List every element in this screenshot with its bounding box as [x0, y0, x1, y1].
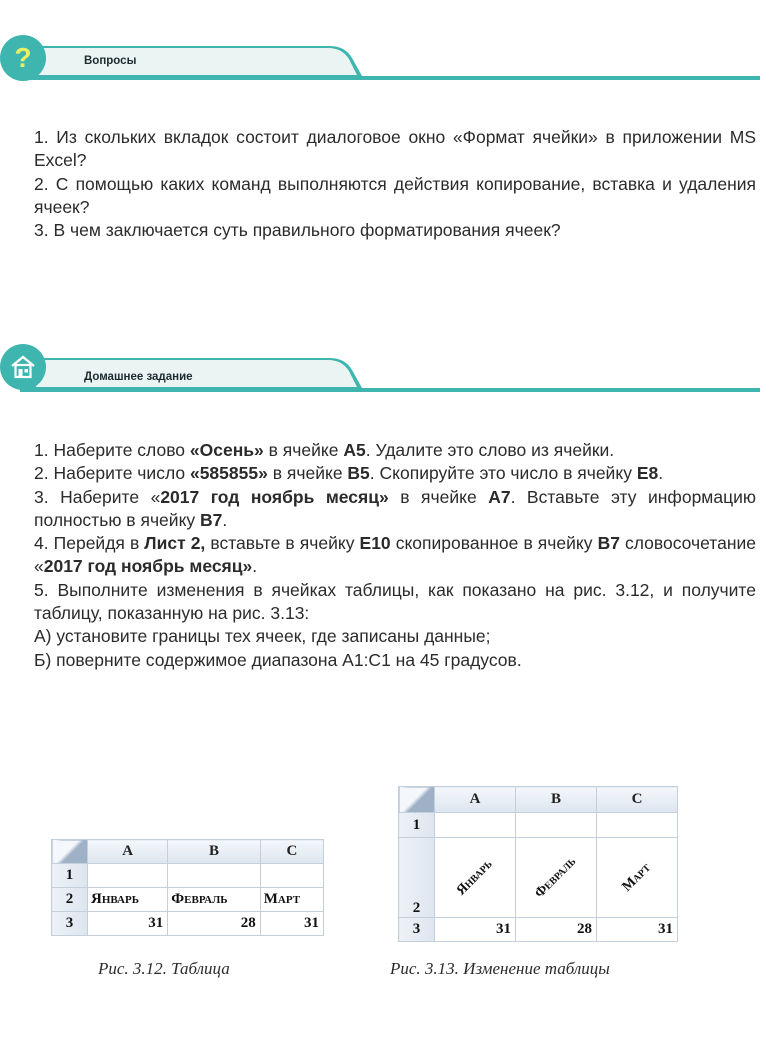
homework-text: словосочетание « [34, 533, 757, 577]
cell-month-rotated: Январь [435, 838, 516, 918]
question-mark-icon: ? [0, 35, 46, 81]
cell-days: 28 [168, 912, 260, 936]
homework-text: 3. Наберите « [34, 486, 161, 507]
homework-item [34, 462, 756, 485]
column-header: C [597, 787, 678, 813]
homework-emphasis: 2017 год ноябрь месяц» [43, 556, 253, 577]
question-item: 2. С помощью каких команд выполняются действия копирование, вставка и удаления ячеек? [34, 173, 756, 217]
row-number: 1 [399, 813, 435, 838]
column-header: B [516, 787, 597, 813]
column-header: C [260, 840, 323, 864]
cell-days: 31 [260, 912, 323, 936]
row-number: 3 [399, 918, 435, 942]
figure-3-13-caption: Рис. 3.13. Изменение таблицы [390, 959, 610, 978]
homework-item [34, 439, 756, 462]
homework-list [34, 439, 756, 672]
homework-emphasis: «Осень» [189, 440, 264, 460]
row-number: 1 [52, 864, 88, 888]
homework-text: в ячейке [388, 486, 489, 507]
homework-emphasis: E8 [636, 463, 659, 484]
homework-emphasis: 2017 год ноябрь месяц» [160, 486, 389, 507]
questions-list [34, 126, 756, 242]
question-item: 3. В чем заключается суть правильного форматирования ячеек? [34, 220, 561, 241]
homework-item [34, 532, 756, 579]
section-title-homework: Домашнее задание [84, 371, 193, 383]
homework-text: . Удалите это слово из ячейки. [365, 440, 615, 460]
homework-emphasis: Лист 2, [144, 533, 206, 554]
homework-text: в ячейке [263, 440, 344, 460]
homework-item [34, 579, 756, 626]
column-header: B [168, 840, 260, 864]
homework-emphasis: B5 [347, 463, 370, 484]
banner-ribbon [0, 336, 783, 396]
cell [516, 813, 597, 838]
homework-text: . Скопируйте это число в ячейку [369, 463, 637, 484]
homework-text: в ячейке [267, 463, 348, 484]
column-header: A [435, 787, 516, 813]
homework-text: 1. Наберите слово [34, 440, 190, 460]
homework-text: 2. Наберите число [34, 463, 190, 484]
cell-month: Январь [88, 888, 168, 912]
cell-days: 31 [597, 918, 678, 942]
homework-item [34, 649, 756, 672]
select-all-corner [52, 840, 88, 864]
homework-text: вставьте в ячейку [205, 533, 360, 554]
homework-emphasis: А7 [488, 486, 511, 507]
cell-days: 31 [435, 918, 516, 942]
homework-text: А) установите границы тех ячеек, где записаны данные; [34, 626, 491, 647]
cell-days: 31 [88, 912, 168, 936]
homework-text: 4. Перейдя в [34, 533, 145, 554]
cell [597, 813, 678, 838]
homework-text: . [658, 463, 664, 484]
homework-emphasis: А5 [343, 440, 366, 460]
homework-text: . Вставьте эту информацию полностью в ячейку [34, 486, 756, 530]
cell-month: Март [260, 888, 323, 912]
figure-3-13-table [398, 786, 678, 942]
figure-3-12-caption: Рис. 3.12. Таблица [98, 959, 230, 978]
homework-emphasis: E10 [359, 533, 391, 554]
house-icon [0, 344, 46, 390]
cell-month: Февраль [168, 888, 260, 912]
homework-emphasis: B7 [200, 509, 223, 530]
cell-month-rotated: Март [597, 838, 678, 918]
question-item: 1. Из скольких вкладок состоит диалоговое окно «Формат ячейки» в приложении MS Excel? [34, 127, 756, 171]
homework-banner [0, 336, 783, 396]
column-header: A [88, 840, 168, 864]
homework-item [34, 625, 756, 648]
homework-text: 5. Выполните изменения в ячейках таблицы, как показано на рис. 3.12, и получите таблицу, показанную на рис. 3.13: [34, 579, 756, 624]
homework-text: скопированное в ячейку [390, 533, 598, 554]
cell [168, 864, 260, 888]
cell-days: 28 [516, 918, 597, 942]
homework-text: . [222, 509, 228, 530]
cell [260, 864, 323, 888]
figure-3-12-table [51, 839, 324, 936]
homework-emphasis: B7 [597, 533, 620, 554]
cell-month-rotated: Февраль [516, 838, 597, 918]
homework-text: . [252, 556, 258, 577]
row-number: 2 [52, 888, 88, 912]
homework-emphasis: «585855» [189, 463, 268, 484]
cell [435, 813, 516, 838]
questions-banner [0, 28, 783, 88]
row-number: 3 [52, 912, 88, 936]
row-number: 2 [399, 838, 435, 918]
select-all-corner [399, 787, 435, 813]
section-title-questions: Вопросы [84, 55, 137, 67]
homework-item [34, 486, 756, 533]
cell [88, 864, 168, 888]
homework-text: Б) поверните содержимое диапазона A1:C1 на 45 градусов. [34, 649, 522, 670]
